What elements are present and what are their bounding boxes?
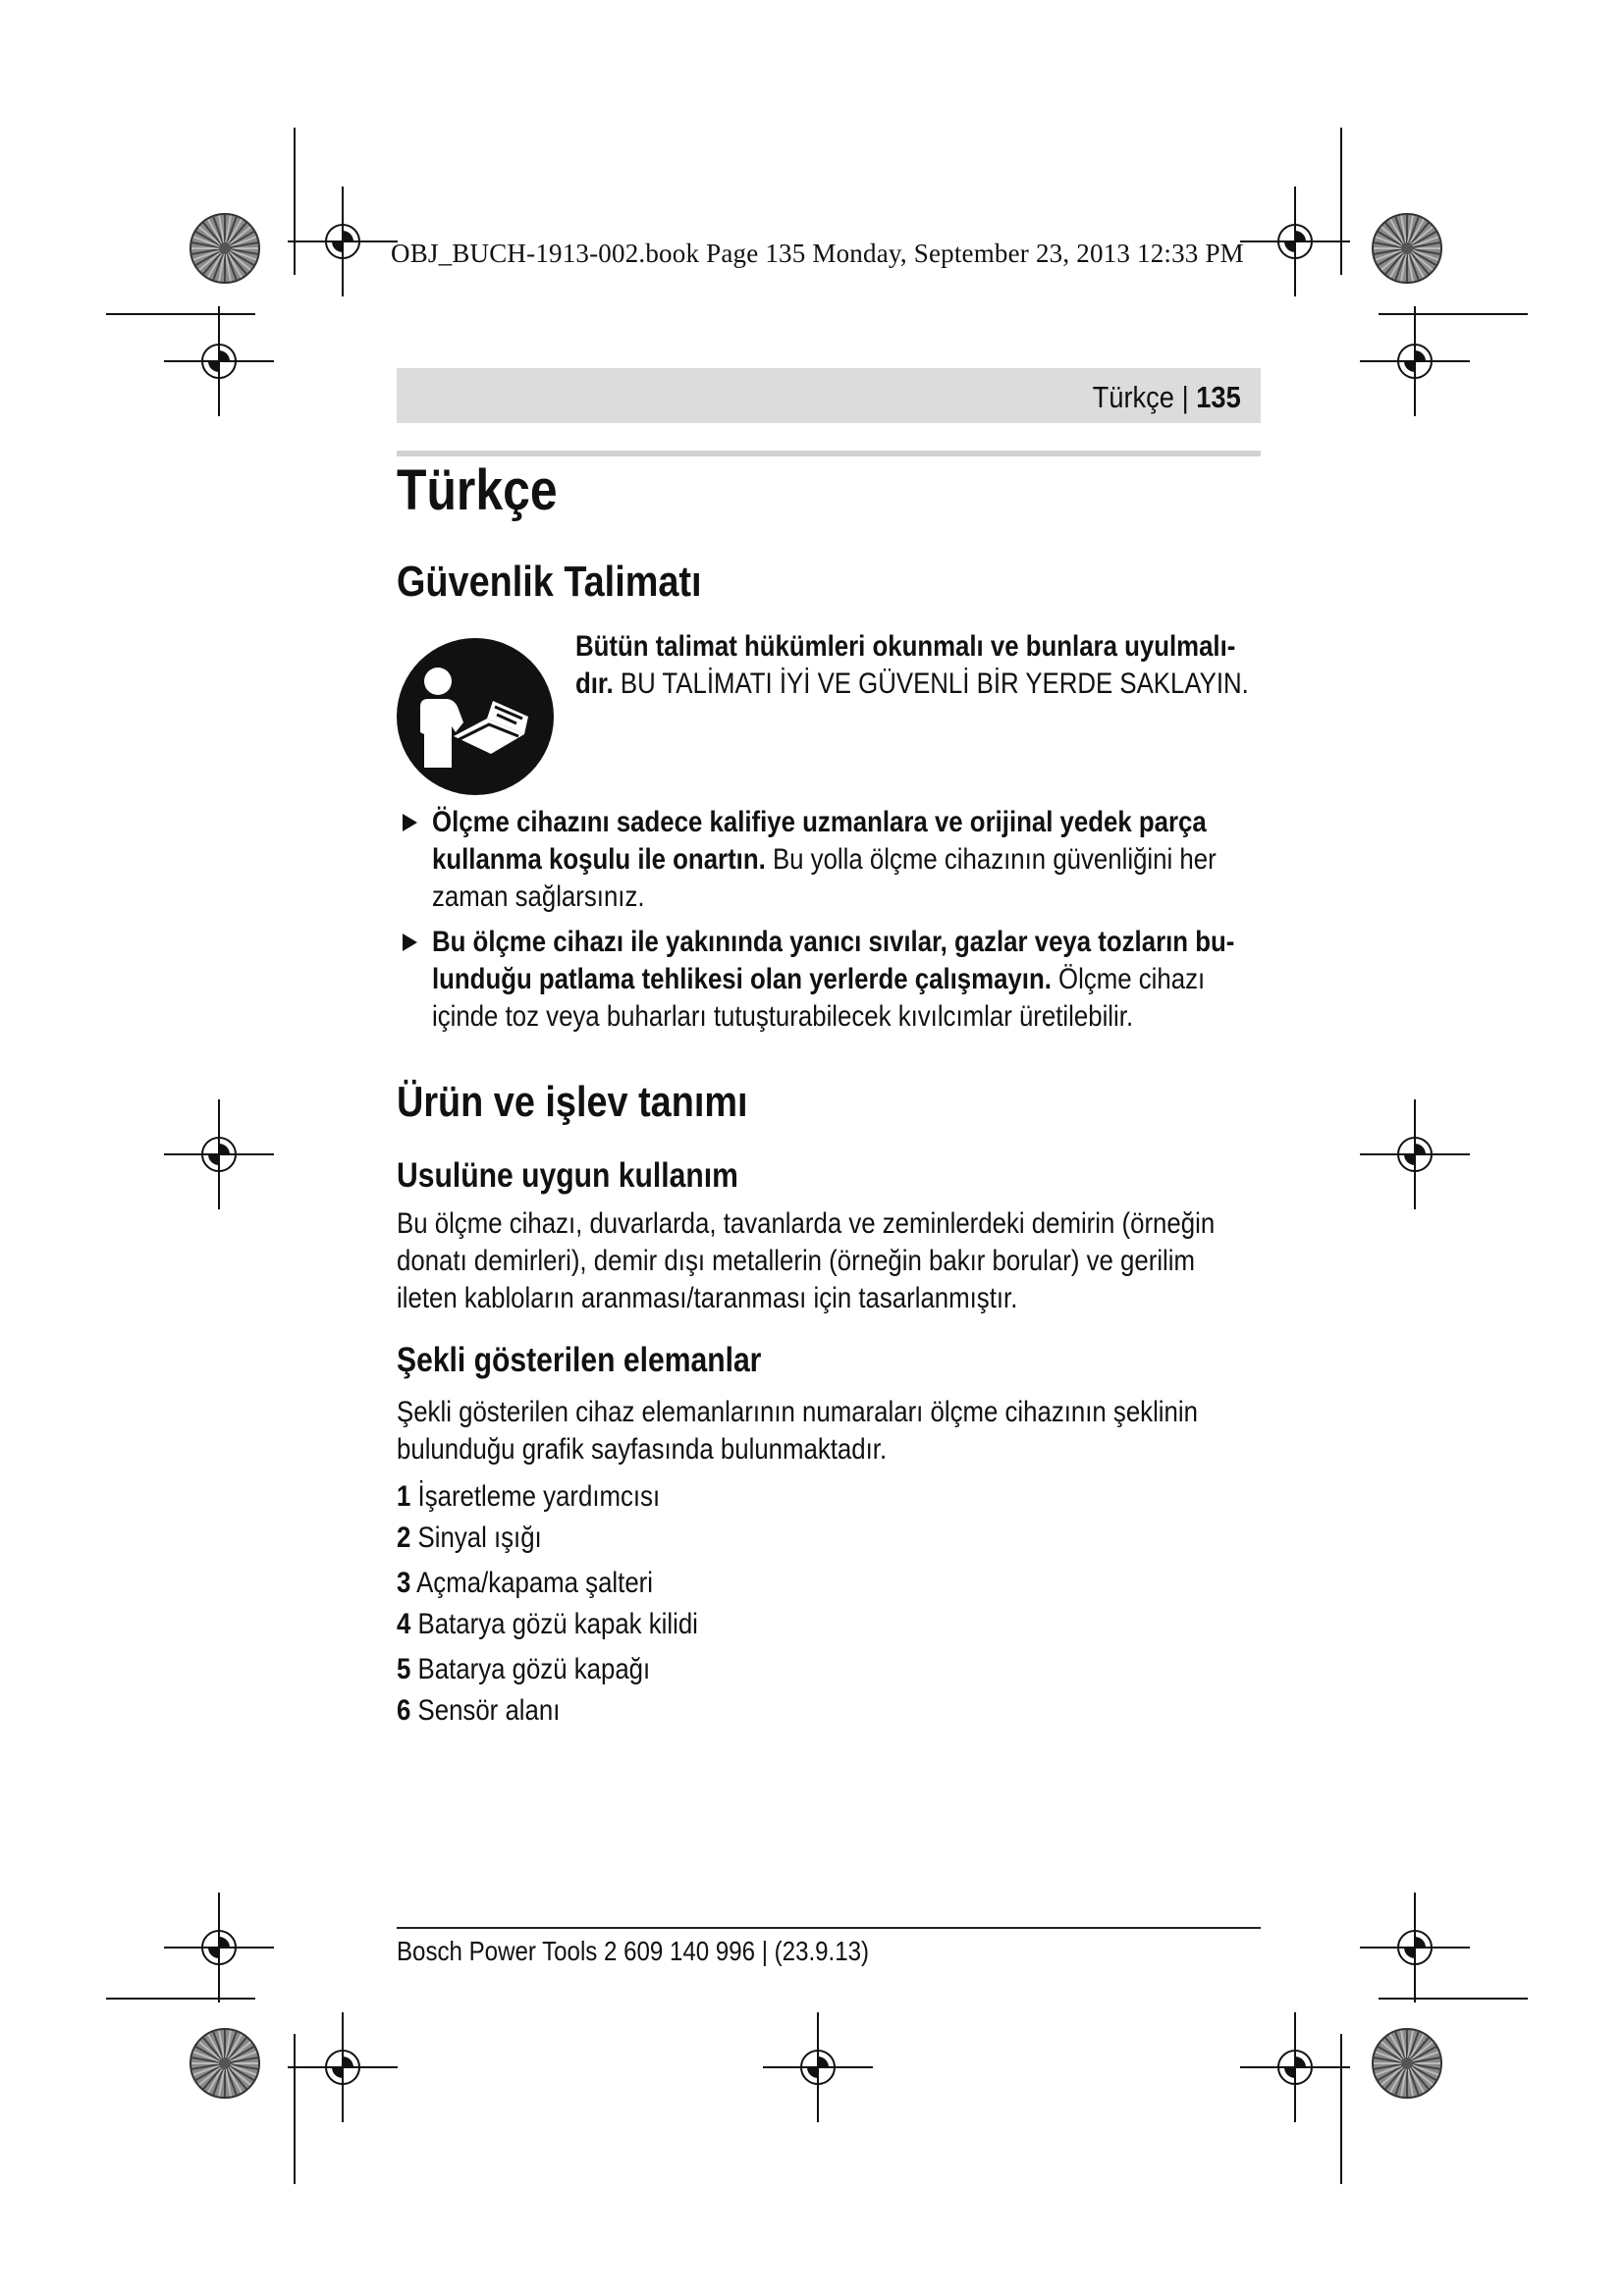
registration-crosshair-icon — [1360, 306, 1470, 416]
registration-crosshair-icon — [1240, 187, 1350, 296]
components-heading: Şekli gösterilen elemanlar — [397, 1341, 762, 1379]
page-footer: Bosch Power Tools 2 609 140 996 | (23.9.13) — [397, 1936, 870, 1966]
safety-intro-rest: BU TALİMATI İYİ VE GÜVENLİ BİR YERDE SAKLAYIN. — [613, 667, 1249, 700]
component-label: Sinyal ışığı — [417, 1522, 542, 1554]
bullet-1-rest: Bu yolla ölçme cihazının güvenliğini her — [765, 843, 1217, 876]
bullet-arrow-icon — [403, 814, 417, 831]
registration-star-target-icon — [190, 2029, 259, 2098]
registration-crosshair-icon — [763, 2012, 873, 2122]
running-header — [397, 368, 1261, 423]
bullet-1-line-1 — [432, 804, 1207, 841]
component-label: İşaretleme yardımcısı — [417, 1480, 661, 1513]
component-item — [397, 1520, 542, 1557]
read-manual-icon — [397, 638, 554, 795]
component-label: Açma/kapama şalteri — [416, 1567, 653, 1599]
component-number: 2 — [397, 1522, 411, 1554]
safety-intro-bold-1: Bütün talimat hükümleri okunmalı ve bunlara uyulmalı- — [575, 630, 1236, 663]
registration-crosshair-icon — [1240, 2012, 1350, 2122]
safety-intro-line-1 — [575, 628, 1235, 666]
registration-star-target-icon — [190, 214, 259, 283]
bullet-2-bold-1: Bu ölçme cihazı ile yakınında yanıcı sıvılar, gazlar veya tozların bu- — [432, 926, 1235, 958]
bullet-arrow-icon — [403, 934, 417, 951]
safety-intro-bold-2: dır. — [575, 667, 614, 700]
component-item — [397, 1651, 650, 1688]
component-item — [397, 1606, 698, 1643]
bullet-2-line-3: içinde toz veya buharları tutuşturabilecek kıvılcımlar üretilebilir. — [432, 1000, 1134, 1033]
registration-crosshair-icon — [164, 1893, 274, 2002]
component-item — [397, 1692, 560, 1730]
component-number: 4 — [397, 1608, 411, 1640]
components-line-2: bulunduğu grafik sayfasında bulunmaktadır. — [397, 1433, 888, 1466]
registration-targets — [190, 214, 1441, 2098]
bullet-1-line-2 — [432, 841, 1217, 879]
component-item — [397, 1565, 653, 1602]
bullet-2-bold-2: lunduğu patlama tehlikesi olan yerlerde çalışmayın. — [432, 963, 1052, 995]
header-separator: | — [1174, 380, 1197, 414]
component-number: 5 — [397, 1653, 411, 1685]
page-title: Türkçe — [397, 458, 558, 522]
bullet-1-line-3: zaman sağlarsınız. — [432, 881, 645, 913]
intended-use-line-3: ileten kabloların aranması/taranması için tasarlanmıştır. — [397, 1282, 1018, 1314]
component-label: Batarya gözü kapağı — [417, 1653, 651, 1685]
bullet-1-bold-2: kullanma koşulu ile onartın. — [432, 843, 766, 876]
header-section: Türkçe — [1092, 380, 1175, 414]
registration-crosshair-icon — [1360, 1893, 1470, 2002]
running-header-text — [1093, 380, 1241, 415]
product-heading: Ürün ve işlev tanımı — [397, 1078, 748, 1126]
registration-crosshairs — [164, 187, 1470, 2122]
page-number: 135 — [1196, 380, 1241, 414]
components-line-1: Şekli gösterilen cihaz elemanlarının numaraları ölçme cihazının şeklinin — [397, 1396, 1198, 1428]
registration-star-target-icon — [1373, 214, 1441, 283]
intended-use-line-2: donatı demirleri), demir dışı metallerin (örneğin bakır borular) ve gerilim — [397, 1245, 1196, 1277]
component-number: 3 — [397, 1567, 411, 1599]
component-label: Batarya gözü kapak kilidi — [417, 1608, 698, 1640]
safety-heading: Güvenlik Talimatı — [397, 558, 702, 606]
footer-rule — [397, 1927, 1261, 1929]
header-rule — [397, 451, 1261, 456]
component-item — [397, 1478, 660, 1516]
registration-crosshair-icon — [164, 306, 274, 416]
bullet-1-bold-1: Ölçme cihazını sadece kalifiye uzmanlara ve orijinal yedek parça — [432, 806, 1207, 838]
registration-crosshair-icon — [1360, 1099, 1470, 1209]
component-number: 6 — [397, 1694, 411, 1727]
safety-intro-line-2 — [575, 666, 1249, 703]
registration-crosshair-icon — [288, 187, 398, 296]
registration-crosshair-icon — [164, 1099, 274, 1209]
registration-crosshair-icon — [288, 2012, 398, 2122]
component-number: 1 — [397, 1480, 411, 1513]
bullet-2-rest: Ölçme cihazı — [1051, 963, 1206, 995]
registration-star-target-icon — [1373, 2029, 1441, 2098]
print-slug: OBJ_BUCH-1913-002.book Page 135 Monday, September 23, 2013 12:33 PM — [391, 239, 1244, 268]
intended-use-line-1: Bu ölçme cihazı, duvarlarda, tavanlarda ve zeminlerdeki demirin (örneğin — [397, 1207, 1216, 1240]
component-label: Sensör alanı — [417, 1694, 561, 1727]
bullet-2-line-2 — [432, 961, 1205, 998]
bullet-2-line-1 — [432, 924, 1234, 961]
intended-use-heading: Usulüne uygun kullanım — [397, 1156, 738, 1195]
